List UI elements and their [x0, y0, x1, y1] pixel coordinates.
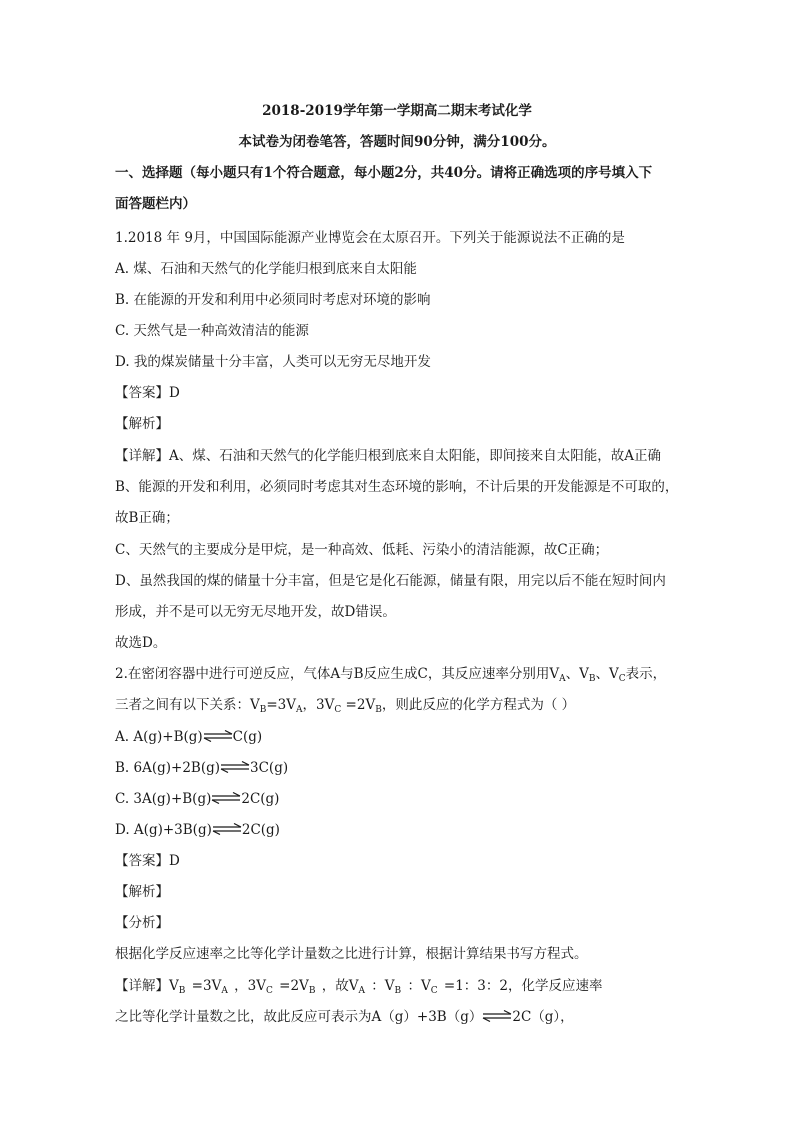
q2-stem-text: =2V — [341, 697, 376, 713]
q1-option-b: B. 在能源的开发和利用中必须同时考虑对环境的影响 — [115, 292, 431, 308]
q2-stem-text: =3V — [266, 697, 297, 713]
q2-analysis-label: 【解析】 — [115, 884, 169, 900]
q2-detail-line2 — [115, 1007, 574, 1027]
q1-detail-line: D、虽然我国的煤的储量十分丰富，但是它是化石能源，储量有限，用完以后不能在短时间内 — [115, 573, 666, 589]
q2-detail-text: =3V — [187, 978, 222, 994]
q2-detail-text: ：V — [366, 978, 395, 994]
section-heading-line1: 一、选择题（每小题只有1个符合题意，每小题2分，共40分。请将正确选项的序号填入下 — [115, 165, 653, 181]
q2-detail-text: =2V — [274, 978, 309, 994]
subscript: A — [296, 705, 303, 715]
q2-detail-text: =1：3：2，化学反应速率 — [439, 978, 603, 994]
q1-detail-line: 形成，并不是可以无穷无尽地开发，故D错误。 — [115, 604, 396, 620]
q2-detail-line1 — [115, 976, 602, 1001]
equation-products: 2C(g) — [241, 791, 280, 807]
q2-stem-text: 2.在密闭容器中进行可逆反应，气体A与B反应生成C，其反应速率分别用V — [115, 666, 560, 682]
subscript: C — [334, 705, 342, 715]
q2-stem-text: 、V — [565, 666, 589, 682]
q2-fenxi-label: 【分析】 — [115, 915, 169, 931]
equation-products: C(g) — [232, 729, 263, 745]
q2-stem-line2 — [115, 695, 575, 720]
q2-option-d — [115, 820, 280, 840]
q1-answer: 【答案】D — [115, 385, 180, 401]
exam-subtitle: 本试卷为闭卷笔答，答题时间90分钟，满分100分。 — [238, 134, 556, 150]
equilibrium-arrow-icon — [211, 792, 241, 804]
equilibrium-arrow-icon — [220, 761, 250, 773]
equation-products: 3C(g) — [250, 760, 289, 776]
q2-option-c — [115, 789, 279, 809]
q2-stem-text: 三者之间有以下关系：V — [115, 697, 260, 713]
equation-reactants: A. A(g)+B(g) — [115, 729, 203, 745]
q2-detail-text: ，3V — [229, 978, 266, 994]
subscript: B — [375, 705, 382, 715]
subscript: C — [430, 986, 440, 996]
subscript: C — [265, 986, 275, 996]
q1-option-a: A. 煤、石油和天然气的化学能归根到底来自太阳能 — [115, 261, 417, 277]
q2-detail-text: 【详解】V — [115, 978, 179, 994]
q1-conclusion: 故选D。 — [115, 635, 167, 651]
q2-stem-text: 表示， — [625, 666, 667, 682]
exam-title: 2018-2019学年第一学期高二期末考试化学 — [262, 103, 532, 119]
subscript: B — [308, 986, 318, 996]
q1-detail-line: B、能源的开发和利用，必须同时考虑其对生态环境的影响，不计后果的开发能源是不可取的， — [115, 479, 679, 495]
equilibrium-arrow-icon — [482, 1010, 512, 1022]
q2-detail-text: ，故V — [317, 978, 359, 994]
q2-detail-text: 2C（g）， — [512, 1009, 574, 1025]
subscript: A — [358, 986, 367, 996]
q1-option-c: C. 天然气是一种高效清洁的能源 — [115, 323, 309, 339]
q1-detail-line: 故B正确； — [115, 510, 179, 526]
subscript: B — [394, 986, 404, 996]
q2-fenxi-text: 根据化学反应速率之比等化学计量数之比进行计算，根据计算结果书写方程式。 — [115, 946, 588, 962]
subscript: B — [178, 986, 188, 996]
q2-detail-text: ：V — [403, 978, 431, 994]
equation-products: 2C(g) — [241, 822, 280, 838]
q1-option-d: D. 我的煤炭储量十分丰富，人类可以无穷无尽地开发 — [115, 354, 431, 370]
equation-reactants: B. 6A(g)+2B(g) — [115, 760, 221, 776]
q2-option-b — [115, 758, 288, 778]
section-heading-line2: 面答题栏内） — [115, 196, 196, 212]
q2-stem-text: ，则此反应的化学方程式为（ ） — [381, 697, 576, 713]
q2-stem-text: 、V — [595, 666, 619, 682]
q1-stem: 1.2018 年 9月，中国国际能源产业博览会在太原召开。下列关于能源说法不正确的是 — [115, 230, 625, 246]
subscript: A — [559, 674, 566, 684]
subscript: C — [618, 674, 626, 684]
q2-option-a — [115, 727, 262, 747]
q1-analysis-label: 【解析】 — [115, 416, 169, 432]
equation-reactants: C. 3A(g)+B(g) — [115, 791, 212, 807]
subscript: B — [259, 705, 267, 715]
equilibrium-arrow-icon — [203, 730, 233, 742]
q1-detail-line: C、天然气的主要成分是甲烷，是一种高效、低耗、污染小的清洁能源，故C正确； — [115, 542, 609, 558]
equilibrium-arrow-icon — [212, 823, 242, 835]
subscript: B — [588, 674, 596, 684]
q2-detail-text: 之比等化学计量数之比，故此反应可表示为A（g）+3B（g） — [115, 1009, 483, 1025]
q2-stem-line1 — [115, 664, 666, 689]
q2-stem-text: ，3V — [302, 697, 335, 713]
q1-detail-line: 【详解】A、煤、石油和天然气的化学能归根到底来自太阳能，即间接来自太阳能，故A正确 — [115, 448, 661, 464]
equation-reactants: D. A(g)+3B(g) — [115, 822, 212, 838]
q2-answer: 【答案】D — [115, 853, 180, 869]
subscript: A — [221, 986, 230, 996]
